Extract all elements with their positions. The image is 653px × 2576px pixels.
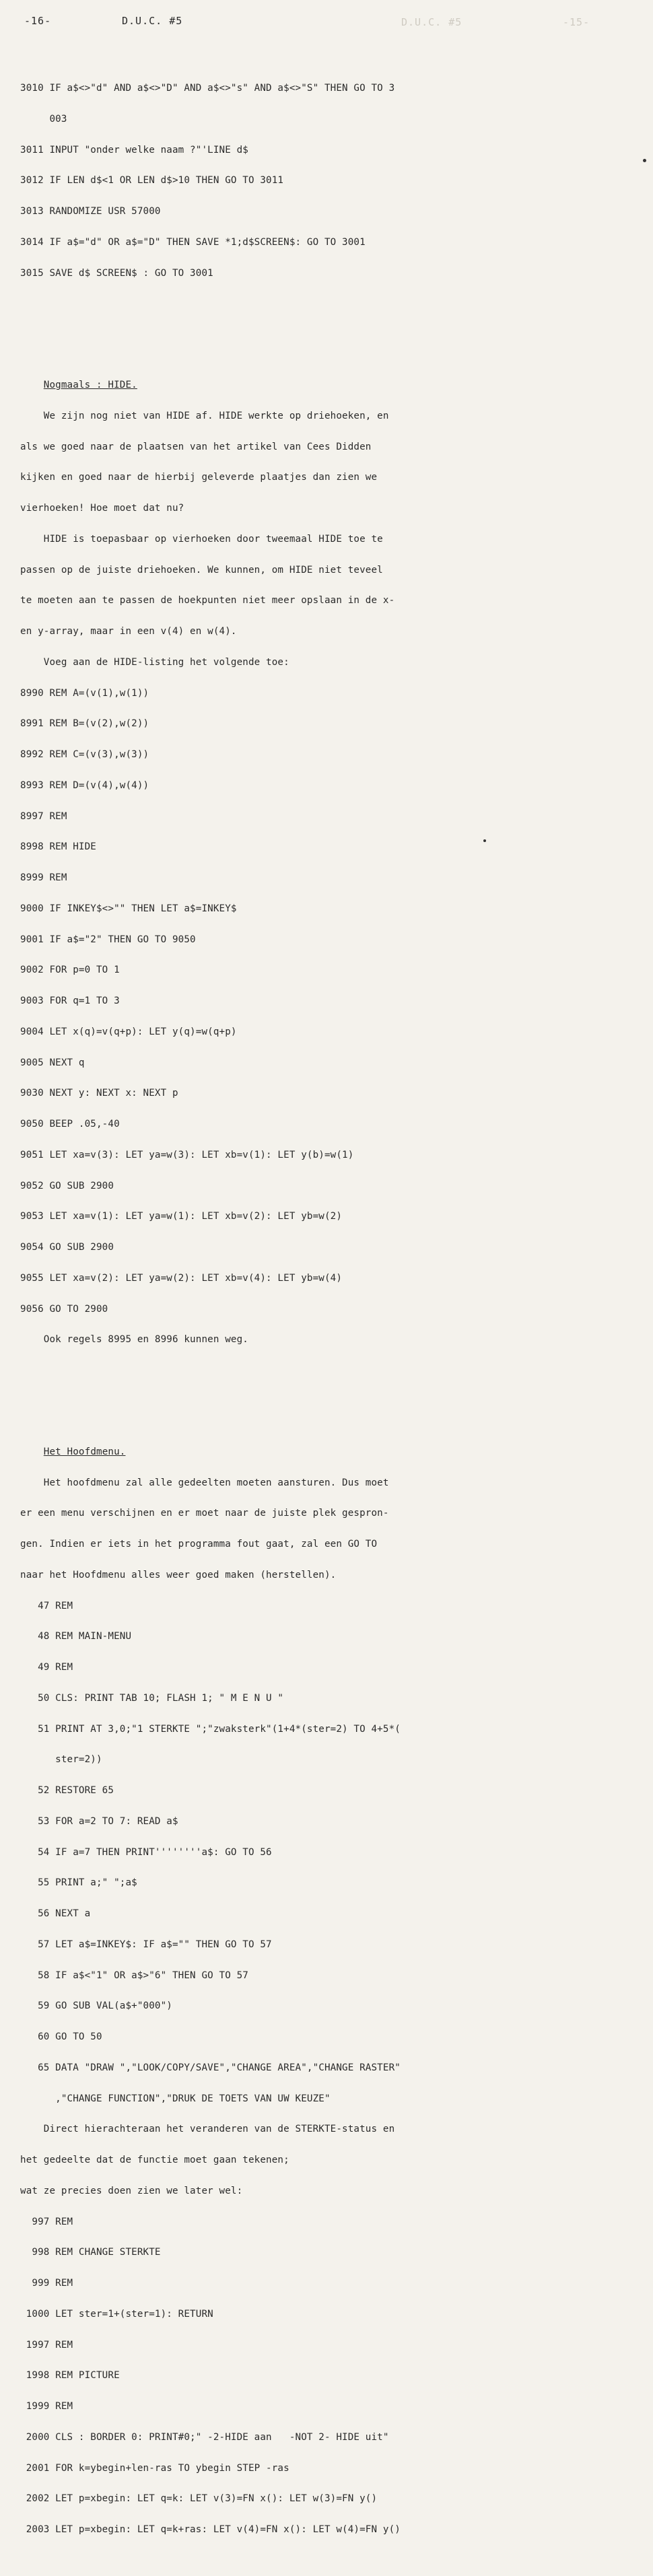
text-line: Ook regels 8995 en 8996 kunnen weg. (20, 1334, 248, 1346)
code-line: 54 IF a=7 THEN PRINT''''''''a$: GO TO 56 (20, 1846, 272, 1858)
magazine-title: D.U.C. #5 (122, 15, 183, 27)
code-line: 57 LET a$=INKEY$: IF a$="" THEN GO TO 57 (20, 1939, 272, 1950)
heading-indent (20, 1447, 44, 1457)
page-header (24, 15, 630, 31)
text-line: HIDE is toepasbaar op vierhoeken door tweemaal HIDE toe te (20, 533, 383, 545)
code-line: 52 RESTORE 65 (20, 1785, 114, 1796)
text-line: te moeten aan te passen de hoekpunten niet meer opslaan in de x- (20, 595, 395, 606)
code-line: 55 PRINT a;" ";a$ (20, 1877, 137, 1889)
code-line: 8992 REM C=(v(3),w(3)) (20, 749, 149, 760)
text-line: en y-array, maar in een v(4) en w(4). (20, 626, 237, 637)
code-line: 3015 SAVE d$ SCREEN$ : GO TO 3001 (20, 267, 213, 279)
text-line: Voeg aan de HIDE-listing het volgende toe: (20, 656, 289, 668)
code-line: 9000 IF INKEY$<>"" THEN LET a$=INKEY$ (20, 903, 237, 914)
spacer (20, 1387, 532, 1396)
code-line: 2003 LET p=xbegin: LET q=k+ras: LET v(4)=FN x(): LET w(4)=FN y() (20, 2524, 401, 2535)
code-line: 9054 GO SUB 2900 (20, 1242, 114, 1253)
heading-text: Nogmaals : HIDE. (43, 380, 137, 390)
text-line: het gedeelte dat de functie moet gaan tekenen; (20, 2155, 289, 2165)
code-line: ,"CHANGE FUNCTION","DRUK DE TOETS VAN UW KEUZE" (20, 2093, 331, 2104)
section-hide (20, 360, 532, 1366)
code-line: 9005 NEXT q (20, 1057, 85, 1068)
code-line: 53 FOR a=2 TO 7: READ a$ (20, 1815, 178, 1827)
code-line: 3010 IF a$<>"d" AND a$<>"D" AND a$<>"s" AND a$<>"S" THEN GO TO 3 (20, 83, 395, 94)
code-line: 3013 RANDOMIZE USR 57000 (20, 206, 161, 217)
code-line: 58 IF a$<"1" OR a$>"6" THEN GO TO 57 (20, 1970, 248, 1981)
code-line: 9051 LET xa=v(3): LET ya=w(3): LET xb=v(1): LET y(b)=w(1) (20, 1149, 354, 1160)
code-line: 56 NEXT a (20, 1908, 91, 1919)
code-line: 9052 GO SUB 2900 (20, 1180, 114, 1191)
dust-speck (483, 839, 486, 842)
text-line: kijken en goed naar de hierbij geleverde plaatjes dan zien we (20, 472, 378, 483)
code-line: 60 GO TO 50 (20, 2031, 102, 2042)
code-line: 1997 REM (20, 2339, 73, 2351)
text-line: naar het Hoofdmenu alles weer goed maken (herstellen). (20, 1569, 337, 1580)
code-line: 8997 REM (20, 810, 67, 822)
code-line: 47 REM (20, 1600, 73, 1611)
code-line: 9055 LET xa=v(2): LET ya=w(2): LET xb=v(4): LET yb=w(4) (20, 1272, 343, 1284)
text-line: gen. Indien er iets in het programma fout gaat, zal een GO TO (20, 1539, 378, 1550)
text-line: er een menu verschijnen en er moet naar de juiste plek gespron- (20, 1508, 389, 1519)
section-main-menu (20, 1426, 532, 2556)
code-line: 8998 REM HIDE (20, 841, 96, 853)
heading-text: Het Hoofdmenu. (43, 1446, 126, 1457)
code-line: 49 REM (20, 1662, 73, 1673)
punch-mark (643, 159, 646, 162)
code-line: ster=2)) (20, 1754, 102, 1766)
code-line: 51 PRINT AT 3,0;"1 STERKTE ";"zwaksterk"(1+4*(ster=2) TO 4+5*( (20, 1723, 401, 1735)
code-line: 9002 FOR p=0 TO 1 (20, 965, 120, 976)
text-line: als we goed naar de plaatsen van het artikel van Cees Didden (20, 441, 372, 452)
code-line: 9050 BEEP .05,-40 (20, 1119, 120, 1129)
code-line: 2002 LET p=xbegin: LET q=k: LET v(3)=FN x(): LET w(3)=FN y() (20, 2493, 378, 2505)
code-line: 3011 INPUT "onder welke naam ?"'LINE d$ (20, 144, 248, 155)
article-body (20, 42, 532, 2576)
code-line: 8990 REM A=(v(1),w(1)) (20, 687, 149, 699)
code-line: 9053 LET xa=v(1): LET ya=w(1): LET xb=v(2): LET yb=w(2) (20, 1211, 343, 1222)
text-line: passen op de juiste driehoeken. We kunnen, om HIDE niet teveel (20, 564, 383, 576)
code-line: 9030 NEXT y: NEXT x: NEXT p (20, 1088, 178, 1099)
text-line: Het hoofdmenu zal alle gedeelten moeten aansturen. Dus moet (20, 1477, 389, 1488)
code-line: 8993 REM D=(v(4),w(4)) (20, 779, 149, 791)
code-line: 8999 REM (20, 872, 67, 883)
code-line: 999 REM (20, 2278, 73, 2289)
text-line: vierhoeken! Hoe moet dat nu? (20, 503, 184, 514)
code-line: 1000 LET ster=1+(ster=1): RETURN (20, 2308, 213, 2320)
code-line: 9056 GO TO 2900 (20, 1303, 108, 1315)
code-line: 59 GO SUB VAL(a$+"000") (20, 2000, 172, 2012)
text-line: Direct hierachteraan het veranderen van de STERKTE-status en (20, 2124, 395, 2135)
section-heading-hide (20, 380, 532, 390)
code-line: 3012 IF LEN d$<1 OR LEN d$>10 THEN GO TO 3011 (20, 175, 284, 186)
page-number: -16- (24, 15, 52, 27)
code-line: 65 DATA "DRAW ","LOOK/COPY/SAVE","CHANGE AREA","CHANGE RASTER" (20, 2062, 401, 2073)
code-line: 9001 IF a$="2" THEN GO TO 9050 (20, 934, 196, 945)
code-line: 997 REM (20, 2216, 73, 2227)
listing-save-screen (20, 63, 532, 300)
code-line: 003 (20, 113, 67, 125)
text-line: wat ze precies doen zien we later wel: (20, 2185, 243, 2196)
code-line: 48 REM MAIN-MENU (20, 1631, 132, 1642)
code-line: 998 REM CHANGE STERKTE (20, 2247, 161, 2258)
code-line: 8991 REM B=(v(2),w(2)) (20, 718, 149, 730)
section-heading-menu (20, 1447, 532, 1457)
code-line: 2001 FOR k=ybegin+len-ras TO ybegin STEP -ras (20, 2462, 289, 2474)
bleed-through-title: D.U.C. #5 (401, 16, 462, 28)
code-line: 1999 REM (20, 2401, 73, 2412)
code-line: 9004 LET x(q)=v(q+p): LET y(q)=w(q+p) (20, 1026, 237, 1037)
text-line: We zijn nog niet van HIDE af. HIDE werkte op driehoeken, en (20, 410, 389, 421)
bleed-through-page-number: -15- (563, 16, 590, 28)
code-line: 9003 FOR q=1 TO 3 (20, 996, 120, 1006)
spacer (20, 320, 532, 329)
code-line: 3014 IF a$="d" OR a$="D" THEN SAVE *1;d$SCREEN$: GO TO 3001 (20, 236, 366, 248)
heading-indent (20, 380, 44, 390)
code-line: 2000 CLS : BORDER 0: PRINT#0;" -2-HIDE aan -NOT 2- HIDE uit" (20, 2431, 389, 2443)
code-line: 50 CLS: PRINT TAB 10; FLASH 1; " M E N U " (20, 1692, 284, 1704)
code-line: 1998 REM PICTURE (20, 2370, 120, 2381)
